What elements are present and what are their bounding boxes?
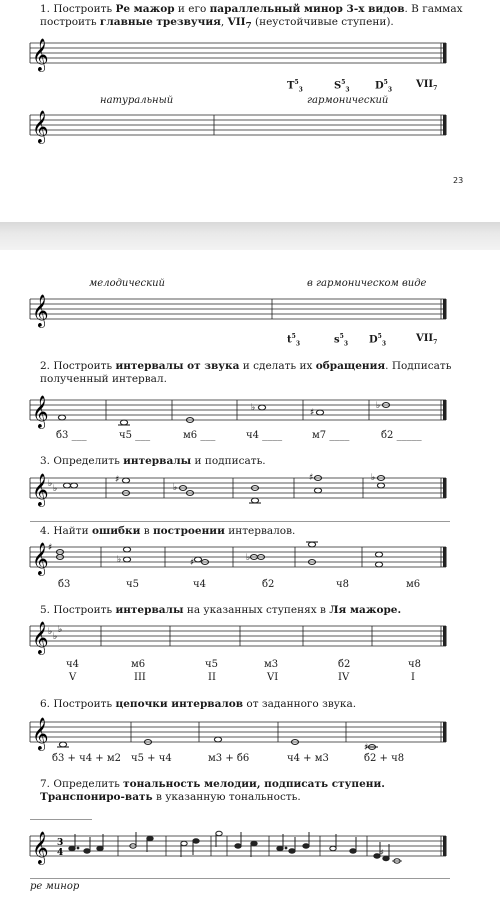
task1-text: 1. Построить Ре мажор и его параллельный минор 3-х видов. В гаммах построить главные трезвучия, $VII_7$ (неустойчивые ступени). [40, 3, 463, 32]
note [58, 415, 65, 420]
task7-melody-staff [0, 828, 500, 868]
label-natural: натуральный [100, 95, 174, 106]
flat-icon: ♭ [246, 553, 251, 563]
note [316, 410, 323, 415]
task7-text: 7. Определить тональность мелодии, подписать ступени. Транспониро-вать в указанную тональность. [40, 778, 385, 803]
flat-icon: ♭ [48, 627, 53, 637]
task1-staff-3 [0, 293, 500, 333]
task3-text: 3. Определить интервалы и подписать. [40, 455, 266, 467]
treble-clef-icon: 𝄞 [32, 621, 49, 654]
flat-icon: ♭ [117, 555, 122, 565]
label-harmonic: гармонический [307, 95, 389, 106]
flat-icon: ♭ [376, 401, 381, 411]
sharp-icon: ♯ [364, 743, 369, 753]
time-signature-bottom: 4 [57, 848, 64, 858]
page-separator [0, 222, 500, 250]
note [120, 420, 127, 425]
task2-text: 2. Построить интервалы от звука и сделать их обращения. Подписать полученный интервал. [40, 360, 452, 385]
flat-icon: ♭ [371, 473, 376, 483]
answer-line [30, 521, 450, 522]
treble-clef-icon: 𝄞 [32, 473, 49, 506]
treble-clef-icon: 𝄞 [32, 395, 49, 428]
sharp-icon: ♯ [309, 473, 314, 483]
page-23: 1. Построить Ре мажор и его параллельный минор 3-х видов. В гаммах построить главные трезвучия, $VII_7$ (неустойчивые ступени). 𝄞 $T^5_3$ $S^5_3$ $D^5_3$ $VII_7$ натуральный гармонический 𝄞 23 [0, 0, 500, 222]
flat-icon: ♭ [251, 403, 256, 413]
page-24: мелодический в гармоническом виде 𝄞 $t^5_3$ $s^5_3$ $D^5_3$ $VII_7$ 2. Построить интервалы от звука и сделать их обращения. Подписать полученный интервал. 𝄞 ♭ ♯ ♭ б3 ___ ч5 ___ м6 ___ ч4 ____ м7 ____ б2 _____ 3. Определить интервалы и подписать. 𝄞 ♭ ♭ ♯ ♭ ♯ ♭ 4. Найти ошибки в построении интервалов. 𝄞 ♯ ♭ ♯ ♭ б3 ч5 ч4 б2 ч8 м6 5. Построить интервалы на указанных ступенях в Ля мажоре. 𝄞 ♭ ♭ ♭ ч4 м6 ч5 м3 б2 ч8 V III II VI IV I 6. Построить цепочки интервалов от заданного звука. 𝄞 ♯ б3 + ч4 + м2 ч5 + ч4 м3 + б6 ч4 + м3 б2 + ч8 7. Определить тональность мелодии, подписать ступени. Транспониро-вать в указанную тональность. 𝄞 3 4 ♯ ре минор [0, 250, 500, 904]
flat-icon: ♭ [58, 625, 63, 635]
label-melodic: мелодический [89, 278, 165, 289]
task4-text: 4. Найти ошибки в построении интервалов. [40, 525, 296, 537]
sharp-icon: ♯ [380, 848, 384, 857]
treble-clef-icon: 𝄞 [32, 542, 49, 575]
flat-icon: ♭ [53, 632, 58, 642]
note [258, 405, 265, 410]
flat-icon: ♭ [48, 479, 53, 489]
task4-staff [0, 541, 500, 577]
target-key-label: ре минор [30, 881, 80, 892]
page-number: 23 [453, 176, 464, 185]
answer-line [30, 878, 450, 879]
answer-line [30, 819, 92, 820]
task6-staff [0, 716, 500, 752]
treble-clef-icon: 𝄞 [32, 717, 49, 750]
label-in-harmonic: в гармоническом виде [307, 278, 427, 289]
treble-clef-icon: 𝄞 [32, 294, 49, 327]
task1-staff-2 [0, 109, 500, 149]
flat-icon: ♭ [173, 483, 178, 493]
flat-icon: ♭ [53, 484, 58, 494]
sharp-icon: ♯ [48, 543, 53, 553]
task2-staff [0, 394, 500, 430]
sharp-icon: ♯ [190, 558, 195, 568]
task5-text: 5. Построить интервалы на указанных ступенях в Ля мажоре. [40, 604, 402, 616]
task6-text: 6. Построить цепочки интервалов от заданного звука. [40, 698, 357, 710]
sharp-icon: ♯ [115, 475, 120, 485]
treble-clef-icon: 𝄞 [32, 831, 49, 864]
treble-clef-icon: 𝄞 [32, 110, 49, 143]
task5-staff [0, 620, 500, 656]
task1-staff-1 [0, 37, 500, 77]
sharp-icon: ♯ [310, 408, 315, 418]
treble-clef-icon: 𝄞 [32, 38, 49, 71]
time-signature-top: 3 [57, 838, 64, 848]
task3-staff [0, 472, 500, 508]
